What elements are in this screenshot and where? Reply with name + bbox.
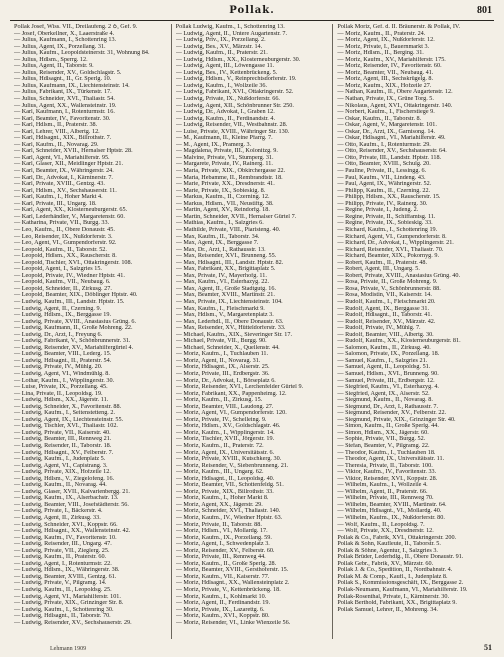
directory-entry: — Rudolf, Beamter, VIII., Albertg. 30. xyxy=(337,331,434,338)
directory-entry: — Ludwig, Priv., IX., Porzellang. 2. xyxy=(175,37,266,44)
directory-entry: — Samuel, Kaufm., I., Salzgries 21. xyxy=(337,357,428,364)
directory-entry: — Ludwig, Agent, IX., Liechtensteinstr. 55. xyxy=(14,416,124,423)
directory-entry: — Max, Dr., Arzt, I., Rathausstr. 13. xyxy=(175,246,266,253)
directory-entry: — Karl, Lehrer, VIII., Albertg. 12. xyxy=(14,128,100,135)
directory-entry: — Malvine, Private, VI., Stumperg. 31. xyxy=(175,154,274,161)
directory-entry: — Ludwig, Reisender, II., Taborstr. 18. xyxy=(14,443,112,449)
directory-entry: — Moriz, Hdlsagnt., II., Leopoldsg. 40. xyxy=(175,475,275,482)
directory-entry: Pollak Ludwig, Kaufm., I., Schottenring 13. xyxy=(175,24,285,30)
directory-entry: — Rudolf, Reisender, XV., Märzstr. 42. xyxy=(337,318,436,325)
directory-entry: — Ludwig, Reisender, XV., Sechshauserstr. 29. xyxy=(14,619,132,626)
directory-entry: — Moriz, Hdlsm., XV., Goldschlagstr. 46. xyxy=(175,423,281,430)
directory-entry: — Ludwig, Kaufm., I., Seitenstetteng. 2. xyxy=(14,410,116,417)
directory-entry: — Wilhelm, Kaufm., I., Wollzeile 4. xyxy=(337,482,428,489)
directory-entry: — Julius, Hdlsm., Sperrg. 12. xyxy=(14,56,88,63)
directory-entry: — Ludwig, Hdlsm., V., Reinprechtsdorferstr. 19. xyxy=(175,76,297,83)
directory-entry: — Max, Lederhdl., II., Obere Donaustr. 63. xyxy=(175,318,284,325)
directory-entry: — Karl, Schneider, XVII., Hernalser Hptstr. 28. xyxy=(14,148,133,155)
directory-entry: — Karl, Hdlsm., XV., Sechshauserstr. 11. xyxy=(14,187,117,194)
directory-entry: Pollak Brüder, Lederhdlg., II., Obere Donaustr. 91. xyxy=(337,554,464,561)
directory-entry: — M., Kaufmann, II., Kleine Pfarrg. 7. xyxy=(175,135,273,142)
directory-entry: — Julius, Agent, XX., Wallensteinstr. 19. xyxy=(14,102,117,109)
directory-entry: Pollak-Rosenthal, Private, I., Kärntnerstr. 30. xyxy=(337,593,450,600)
directory-entry: — Moriz, Kaufm., VII., Kaiserstr. 77. xyxy=(175,573,270,580)
directory-entry: — Moriz, Kaufm., II., Große Sperlg. 28. xyxy=(175,560,277,567)
directory-entry: — Regine, Private, I., Judeng. 2. xyxy=(337,207,419,214)
directory-entry: — Moriz, Beamter, XVIII., Gersthoferstr. 15. xyxy=(175,567,289,574)
directory-entry: — Moriz, Kaufm., II., Zirkusg. 15. xyxy=(175,397,263,404)
directory-entry: — Rosa, Private, II., Große Mohreng. 9. xyxy=(337,279,438,286)
directory-entry: — Ludwig, Private, V., Pilgramg. 14. xyxy=(14,580,107,587)
directory-entry: — Ludwig, Private, I., Bäckerstr. 4. xyxy=(14,508,103,515)
directory-entry: — Siegfried, Agent, IX., Alserstr. 52. xyxy=(337,390,430,397)
directory-entry: — Moriz, Reisender, V., Siebenbrunneng. 21. xyxy=(175,462,289,469)
directory-entry: — Max, Agent, IX., Berggasse 7. xyxy=(175,240,259,247)
directory-entry: Pollak Gebr., Fabrik, XV., Märzstr. 60. xyxy=(337,560,434,567)
directory-entry: — Wilhelm, Agent, II., Praterstr. 66. xyxy=(337,488,428,495)
directory-entry: — Pauline, Private, II., Lessingg. 6. xyxy=(337,168,427,175)
directory-entry: — Julius, Kaufm., Leopoldsteinerstr. 31, Wohnung 84. xyxy=(14,50,150,57)
directory-entry: — Karl, Agent, VI., Mariahilferstr. 95. xyxy=(14,154,110,161)
directory-entry: — Richard, Agent, VI., Gumpendorferstr. 8. xyxy=(337,233,447,240)
directory-entry: — Moriz, Kaufm., II., Praterstr. 24. xyxy=(337,30,426,37)
directory-entry: — Paul, Kaufm., VII., Lindeng. 43. xyxy=(337,174,426,181)
directory-entry: — Moriz, Hdlsm., VI., Mollardg. 17. xyxy=(175,528,268,535)
directory-entry: — Ludwig, Hdlsagnt., II., Praterstr. 54. xyxy=(14,357,112,364)
page-footer xyxy=(10,642,494,652)
directory-entry: Pollak & Söhne, Agentur, I., Salzgries 3. xyxy=(337,547,438,554)
footer-page-marker: 51 xyxy=(484,643,492,652)
directory-entry: — Otto, Private, III., Landstr. Hptstr. 118. xyxy=(337,154,442,161)
directory-entry: — Moriz, Hdlsagnt., IX., Alserstr. 25. xyxy=(175,364,270,371)
directory-entry: — Moriz, Kaufm., I., Kohlmarkt 10. xyxy=(175,593,267,600)
directory-entry: — Ludwig, Agent, II., Czerning. 9. xyxy=(14,305,102,312)
directory-entry: — Ludwig, Hdlsm., IX., Währingerstr. 38. xyxy=(14,567,120,574)
directory-entry: — Ludwig, Private, IX., Nußdorferstr. 66. xyxy=(175,96,280,103)
directory-entry: — Max, Beamter, XVIII., Martinstr. 21. xyxy=(175,292,275,299)
directory-entry: — Samuel, Hdlsm., XVI., Brunneng. 90. xyxy=(337,370,439,377)
directory-entry: — Moriz, Kaufm., I., Hoher Markt 8. xyxy=(175,495,269,502)
directory-entry: — Wilhelm, Beamter, XVIII., Martinstr. 64. xyxy=(337,501,447,508)
directory-entry: Pollak-Neumann, Kaufmann, VI., Mariahilferstr. 19. xyxy=(337,587,468,594)
directory-entry: — Karl, Beamter, IX., Währingerstr. 24. xyxy=(14,168,114,175)
directory-entry: — Moriz, Tischler, XVII., Jörgerstr. 19. xyxy=(175,436,275,443)
directory-entry: — Simon, Hdlsm., XX., Jägerstr. 60. xyxy=(337,429,429,436)
directory-entry: — Moriz, Agent, VI., Gumpendorferstr. 120. xyxy=(175,410,287,417)
directory-entry: — Margarete, Private, IV., Rainerg. 11. xyxy=(175,161,273,168)
directory-entry: — Siegmund, Dr., Arzt, I., Rathausstr. 7. xyxy=(337,403,439,410)
directory-entry: — Ludwig, Agent, VI., Mariahilferstr. 101. xyxy=(14,593,121,600)
directory-entry: — Ludwig, Agent, III., Löwengasse 11. xyxy=(175,63,275,70)
directory-entry: — Richard, Kaufm., I., Schottenring 19. xyxy=(337,226,438,233)
directory-entry: — Mathias, Kaufm., I., Salzgries 6. xyxy=(175,220,264,227)
directory-entry: — Moriz, Private, XVIII., Kutschkerg. 30. xyxy=(175,456,282,463)
directory-entry: — Karl, Private, XVIII., Gentzg. 43. xyxy=(14,181,105,188)
directory-entry: — Martin, Schneider, XVII., Hernalser Gürtel 7. xyxy=(175,213,297,220)
directory-entry: — Sophie, Private, VII., Burgg. 52. xyxy=(337,436,426,443)
directory-entry: — Leopold, Schneider, II., Zirkusg. 27. xyxy=(14,285,112,292)
directory-entry: — Ludwig, Tischler, XVI., Thaliastr. 102. xyxy=(14,423,118,430)
directory-entry: — Siegmund, Private, XIX., Grinzinger Str. 40. xyxy=(337,416,456,423)
directory-entry: Pollak Samuel, Lehrer, II., Mohreng. 34. xyxy=(337,606,438,613)
directory-entry: — Leo, Agent, VI., Gumpendorferstr. 92. xyxy=(14,240,117,247)
directory-entry: — Wilhelm, Private, III., Rennweg 70. xyxy=(337,495,434,502)
directory-entry: — Moriz, Private, XIX., Billrothstr. 33. xyxy=(175,488,274,495)
directory-entry: — Ludwig, Glaser, XVII., Kalvarienbergg. 21. xyxy=(14,488,130,495)
directory-entry: — Ludwig, Kaufm., IX., Alserbachstr. 13. xyxy=(14,495,119,502)
directory-entry: — Max, Kaufm., VI., Esterhazyg. 22. xyxy=(175,279,270,286)
directory-entry: — Moriz, Reisender, IV., Favoritenstr. 60. xyxy=(337,63,442,70)
directory-entry: — Ludwig, Hdlsm., IX., Berggasse 19. xyxy=(14,312,111,319)
directory-entry: — Moriz, Private, IV., Schelleing. 9. xyxy=(175,416,267,423)
directory-entry: — Leo, Kaufm., II., Obere Donaustr. 45. xyxy=(14,226,115,233)
directory-entry: — Moriz, Kaufm., IV., Wiedner Hptstr. 63. xyxy=(175,515,283,522)
directory-entry: — Philipp, Kaufm., II., Czerning. 22. xyxy=(337,187,431,194)
directory-entry: — Julius, Fabrikant, IX., Türkenstr. 17. xyxy=(14,89,112,96)
directory-entry: — Moriz, Private, IX., Lazarettg. 6. xyxy=(175,606,265,613)
directory-entry: — Julius, Schneider, XVI., Thaliastr. 54. xyxy=(14,96,115,103)
directory-entry: — Philipp, Hdlsm., XX., Rauscherstr. 15. xyxy=(337,194,441,201)
directory-entry: — Max, Reisender, XVI., Brunneng. 55. xyxy=(175,253,277,260)
directory-entry: — Ludwig, Kaufm., I., Wollzeile 36. xyxy=(175,82,267,89)
directory-entry: — Ludwig, Reisender, III., Ungarg. 47. xyxy=(14,541,112,548)
directory-entry: — Ludwig, Private, XVIII., Anastasius Grüng. 6. xyxy=(14,318,137,325)
directory-entry: — Ludwig, Hdlsagnt., XV., Felberstr. 7. xyxy=(14,449,114,456)
directory-entry: — Moriz, Fabrikant, XX., Pappenheimg. 12. xyxy=(175,390,287,397)
directory-entry: — Marie, Private, XX., Dresdnerstr. 41. xyxy=(175,181,275,188)
directory-entry: — Moriz, Private, III., Erdbergstr. 36. xyxy=(175,370,270,377)
directory-entry: — Ludwig, Agent, II., Zirkusg. 33. xyxy=(14,515,101,522)
directory-entry: — Ludwig, Kaufm., II., Ferdinandstr. 4. xyxy=(175,115,276,122)
page-title: Pollak. xyxy=(229,5,275,16)
directory-entry: — Max, Private, IX., Liechtensteinstr. 104. xyxy=(175,298,283,305)
directory-entry: — Moriz, Kaufm., I., Wipplingerstr. 14. xyxy=(175,429,275,436)
directory-entry: — Ludwig, Bes., XV., Märzstr. 14. xyxy=(175,43,263,50)
directory-entry: — Otto, Kaufm., I., Rotenturmstr. 29. xyxy=(337,141,431,148)
directory-entry: — Max, Hdlsagnt., III., Landstr. Hptstr. 82. xyxy=(175,259,284,266)
directory-entry: — Maria, Private, XIX., Obkirchergasse 22. xyxy=(175,168,286,175)
directory-entry: — Karl, Glaser, XII., Meidlinger Hptstr. 21. xyxy=(14,161,124,168)
directory-entry: — M., Agent, IX., Pramerg. 3. xyxy=(175,141,252,148)
directory-entry: — Nathan, Kaufm., II., Obere Augartenstr. 12. xyxy=(337,89,453,96)
directory-entry: — Leo, Reisender, IX., Nußdorferstr. 3. xyxy=(14,233,113,240)
directory-entry: — Siegmund, Kaufm., II., Novarag. 8. xyxy=(337,397,433,404)
directory-entry: — Magdalena, Private, III., Kolonitzg. 9. xyxy=(175,148,278,155)
directory-entry: — Robert, Agent, III., Ungarg. 5. xyxy=(337,266,420,273)
directory-entry: — Simon, Kaufm., II., Große Sperlg. 44. xyxy=(337,423,439,430)
directory-entry: — Moriz, Reisender, VI., Linke Wienzeile 56. xyxy=(175,619,291,626)
directory-entry: — Max, Reisender, XV., Hütteldorferstr. 33. xyxy=(175,325,286,332)
directory-entry: — Leopold, Hdlsm., XX., Rauscherstr. 8. xyxy=(14,253,117,260)
directory-entry: — Oskar, Dr., Arzt, IX., Garnisong. 14. xyxy=(337,128,436,135)
directory-entry: — Moriz, Kaufm., II., Praterstr. 72. xyxy=(175,443,264,449)
directory-entry: — Moriz, Kaufm., III., Ungarg. 62. xyxy=(175,469,264,476)
directory-entry: — Ludwig, Beamter, VIII., Josefstädterstr. 56. xyxy=(14,501,129,508)
directory-entry: — Ludwig, Private, XIX., Grinzinger Str. 8. xyxy=(14,600,124,607)
directory-entry: Pollak J. & Co., Spedition, II., Nordbahnstr. 4. xyxy=(337,567,453,574)
directory-entry: — Wilhelm, Kaufm., IX., Nußdorferstr. 80. xyxy=(337,515,445,522)
directory-entry: — Rudolf, Hdlsagnt., II., Taborstr. 41. xyxy=(337,312,433,319)
directory-entry: — Wolf, Private, XX., Dresdnerstr. 12. xyxy=(337,528,434,535)
directory-entry: — Ludwig, Fabrikant, XVI., Ottakringerstr. 52. xyxy=(175,89,294,96)
directory-entry: — Ludwig, Schneider, XVI., Koppstr. 66. xyxy=(14,521,118,528)
directory-entry: — Karl, Kaufm., I., Hoher Markt 4. xyxy=(14,194,103,201)
directory-entry: — Moriz, Agent, III., Sechskrügelg. 8. xyxy=(337,76,434,83)
directory-entry: — Moriz, Private, I., Bauernmarkt 3. xyxy=(337,43,430,50)
directory-entry: — Karl, Lederhändler, V., Margaretenstr. 60. xyxy=(14,213,125,220)
directory-entry: — Richard, Reisender, XVI., Thaliastr. 70. xyxy=(337,246,444,253)
column-1 xyxy=(10,24,172,639)
directory-entry: — Moriz, Hdlsagnt., XX., Wallensteinplatz 2. xyxy=(175,580,290,587)
directory-entry: — Moriz, Dr., Advokat, I., Börseplatz 6. xyxy=(175,377,276,384)
directory-entry: — Ludwig, Agent, I., Rotenturmstr. 22. xyxy=(14,560,112,567)
directory-entry: — Ludwig, Hdlsm., XX., Jägerstr. 11. xyxy=(14,397,109,404)
directory-entry: — Nikolaus, Agent, XVI., Ottakringerstr. 140. xyxy=(337,102,453,109)
directory-entry: — Michael, Private, VII., Burgg. 90. xyxy=(175,338,267,345)
directory-entry: — Ludwig, Kaufm., III., Landstr. Hptstr. 15. xyxy=(14,298,125,305)
directory-entry: Pollak & Co., Fabrik, XVI., Ottakringerstr. 200. xyxy=(337,534,457,541)
directory-entry: — Paul, Agent, IX., Währingerstr. 52. xyxy=(337,181,432,188)
directory-entry: — Moriz, Private, V., Kettenbrückeng. 18. xyxy=(175,587,281,594)
directory-entry: — Salomon, Kaufm., II., Zirkusg. 40. xyxy=(337,344,431,351)
directory-entry: — Leopold, Private, IV., Wiedner Hptstr. 41. xyxy=(14,272,125,279)
directory-entry: — Oskar, Hdlsagnt., VI., Mariahilferstr. 49. xyxy=(337,135,446,142)
directory-entry: Pollak M. & Comp., Kaufl., I., Judenplatz 8. xyxy=(337,573,448,580)
directory-entry: — Katharina, Private, VII., Burgg. 33. xyxy=(14,220,110,227)
directory-entry: — Rosa, Private, V., Schönbrunnerstr. 88. xyxy=(337,285,441,292)
directory-entry: — Nathan, Private, IX., Grüne Torg. 5. xyxy=(337,96,434,103)
directory-entry: — Ludwig, Beamter, VIII., Lederg. 15. xyxy=(14,351,112,358)
directory-entry: — Martin, Agent, XV., Reindorfg. 18. xyxy=(175,207,270,214)
directory-entry: — Julius, Hdlsagnt., II., Gr. Sperlg. 10. xyxy=(14,76,112,83)
directory-entry: — Moriz, Agent, II., Novarag. 31. xyxy=(175,357,261,364)
directory-entry: — Moriz, Kaufm., I., Tuchlauben 11. xyxy=(175,351,269,358)
directory-entry: — Lina, Private, II., Leopoldsg. 19. xyxy=(14,390,103,397)
directory-entry: Pollak Josef, Wiss. VII., Dreilaufeng. 2 ♁, Gef. 9. xyxy=(14,24,138,30)
directory-entry: — Ludwig, Kaufm., I., Schottenring 30. xyxy=(14,606,114,613)
directory-entry: — Leopold, Kaufm., VII., Neubaug. 6. xyxy=(14,279,111,286)
directory-entry: — Moriz, Agent, XX., Jägerstr. 29. xyxy=(175,501,263,508)
directory-entry: — Ludwig, Private, VII., Zieglerg. 25. xyxy=(14,547,110,554)
directory-entry: — Philipp, Private, IV., Rainerg. 30. xyxy=(337,200,428,207)
footer-note: Lehmann 1909 xyxy=(50,646,87,652)
directory-entry: — Moriz, Agent, IX., Nußdorferstr. 12. xyxy=(337,37,435,44)
directory-entry: — Moriz, Kaufm., XIX., Hofzeile 27. xyxy=(337,82,432,89)
directory-entry: — Ludwig, Hdlsm., V., Ziegelofeng. 16. xyxy=(14,475,115,482)
directory-entry: — Ludwig, Agent, VI., Capistrang. 3. xyxy=(14,462,108,469)
directory-entry: — Moriz, Reisender, XV., Felberstr. 60. xyxy=(175,547,275,554)
directory-entry: — Siegfried, Kaufm., VI., Esterhazyg. 4. xyxy=(337,384,439,391)
directory-entry: — Ludwig, Hdlsm., XX., Klosterneuburgerstr. 30. xyxy=(175,56,301,63)
directory-entry: — Michael, Kaufm., XIX., Sieveringer Str. 17. xyxy=(175,331,293,338)
directory-entry: — Rudolf, Private, IV., Mühlg. 7. xyxy=(337,325,421,332)
directory-entry: — Theresia, Private, II., Taborstr. 100. xyxy=(337,462,433,469)
directory-entry: — Max, Private, IV., Mayerhofg. 11. xyxy=(175,272,267,279)
directory-entry: Pollak Berthold, Fabrikant, XX., Brigittaplatz 9. xyxy=(337,600,457,607)
directory-entry: — Julius, Agent, IX., Porzellang. 31. xyxy=(14,43,106,50)
directory-entry: — Moriz, Kaufm., XVI., Koppstr. 80. xyxy=(175,613,270,620)
directory-entry: — Moriz, Agent, II., Ferdinandstr. 19. xyxy=(175,600,271,607)
directory-entry: — Ludwig, Kaufm., II., Praterstr. 21. xyxy=(175,50,268,57)
directory-entry: — Wolf, Kaufm., II., Leopoldsg. 7. xyxy=(337,521,425,528)
directory-entry: — Samuel, Agent, II., Leopoldsg. 51. xyxy=(337,364,431,371)
directory-entry: — Ludwig, Kaufm., II., Praterstr. 60. xyxy=(14,554,107,561)
directory-entry: — Leopold, Kaufm., II., Taborstr. 52. xyxy=(14,246,107,253)
directory-entry: — Karl, Hdlsm., II., Praterstr. 38. xyxy=(14,122,98,129)
directory-entry: — Moriz, Beamter, VII., Schottenfeldg. 51. xyxy=(175,482,284,489)
directory-entry: — Leopold, Beamter, XIX., Döblinger Hptstr. 40. xyxy=(14,292,138,299)
directory-entry: — Max, Kaufm., I., Fleischmarkt 9. xyxy=(175,305,265,312)
directory-entry: — Richard, Beamter, XIX., Pokornyg. 9. xyxy=(337,253,439,260)
directory-entry: — Moriz, Kaufm., IX., Porzellang. 59. xyxy=(175,534,272,541)
page-header xyxy=(10,6,494,21)
directory-entry: — Lothar, Kaufm., I., Wipplingerstr. 30. xyxy=(14,377,115,384)
directory-entry: — Ludwig, Fabrikant, V., Schönbrunnerstr. 31. xyxy=(14,338,131,345)
directory-entry: — Karl, Kaufm., II., Novarag. 29. xyxy=(14,141,99,148)
directory-entry: — Ludwig, Kaufm., I., Judenplatz 5. xyxy=(14,456,106,463)
columns xyxy=(10,24,494,639)
directory-entry: — Samuel, Private, III., Erdbergstr. 12. xyxy=(337,377,435,384)
directory-entry: — Salomon, Private, IX., Porzellang. 18. xyxy=(337,351,440,358)
directory-entry: — Max, Agent, II., Große Stadtgutg. 16. xyxy=(175,285,277,292)
directory-entry: — Rudolf, Kaufm., I., Fleischmarkt 20. xyxy=(337,298,436,305)
directory-entry: — Ludwig, Kaufm., IV., Favoritenstr. 10. xyxy=(14,534,117,541)
directory-entry: — Otto, Reisender, XV., Sechshauserstr. 64. xyxy=(337,148,447,155)
directory-entry: — Moriz, Private, III., Rennweg 44. xyxy=(175,554,266,561)
directory-entry: — Julius, Kaufmann, IX., Liechtensteinstr. 14. xyxy=(14,82,130,89)
directory-entry: — Moriz, Beamter, VIII., Laudong. 27. xyxy=(175,403,274,410)
directory-entry: — Moriz, Kaufm., XV., Mariahilferstr. 175. xyxy=(337,56,446,63)
directory-entry: — Ludwig, Dr., Arzt, I., Freyung 6. xyxy=(14,331,103,338)
directory-entry: — Luise, Private, XVIII., Währinger Str. 130. xyxy=(175,128,290,135)
directory-entry: — Ludwig, Reisender, VII., Westbahnstr. 28. xyxy=(175,122,288,129)
directory-entry: — Ludwig, Schneider, X., Favoritenstr. 88. xyxy=(14,403,122,410)
directory-entry: — Ludwig, Kaufmann, II., Große Mohreng. 22. xyxy=(14,325,133,332)
directory-entry: — Marie, Private, IX., Sobieskig. 8. xyxy=(175,187,266,194)
directory-entry: — Moriz, Private, II., Taborstr. 88. xyxy=(175,521,262,528)
directory-entry: — Julius, Agent, II., Taborstr. 9. xyxy=(14,63,94,70)
directory-entry: — Robert, Private, XVIII., Anastasius Grüng. 40. xyxy=(337,272,461,279)
directory-entry: — Viktor, Kaufm., IV., Favoritenstr. 33. xyxy=(337,469,437,476)
directory-entry: — Ludwig, Hdlsagnt., XX., Wallensteinstr. 42. xyxy=(14,528,131,535)
directory-entry: — Karl, Beamter, IV., Favoritenstr. 30. xyxy=(14,115,111,122)
directory-entry: — Mathilde, Private, VIII., Piaristeng. 40. xyxy=(175,226,281,233)
directory-entry: — Theodor, Kaufm., I., Tuchlauben 18. xyxy=(337,449,436,456)
directory-entry: — Moriz, Agent, I., Schwedenplatz 3. xyxy=(175,541,270,548)
directory-entry: — Karl, Kaufmann, I., Rotenturmstr. 16. xyxy=(14,109,115,116)
directory-entry: Pollak & Sohn, Kaufleute, II., Taborstr. 5. xyxy=(337,541,441,548)
directory-entry: — Wilhelm, Hdlsagnt., VI., Mollardg. 40. xyxy=(337,508,442,515)
directory-entry: — Theodor, Agent, IX., Universitätsstr. 11. xyxy=(337,456,445,463)
directory-entry: — Ludwig, Private, IV., Mühlg. 20. xyxy=(14,364,103,371)
directory-entry: — Regine, Private, IX., Sobieskig. 33. xyxy=(337,220,433,227)
directory-entry: — Ludwig, Agent, VI., Windmühlg. 8. xyxy=(14,370,110,377)
directory-entry: — Moriz, Agent, IX., Universitätsstr. 6. xyxy=(175,449,275,456)
directory-entry: — Rudolf, Agent, IX., Berggasse 31. xyxy=(337,305,430,312)
directory-entry: — Oskar, Agent, V., Margaretenstr. 101. xyxy=(337,122,437,129)
directory-entry: — Karl, Dr., Advokat, I., Kärntnerstr. 7. xyxy=(14,174,113,181)
column-2 xyxy=(172,24,334,639)
directory-entry: Pollak S., Kommissionsgeschäft, IX., Berggasse 2. xyxy=(337,580,464,587)
directory-entry: — Leopold, Agent, I., Salzgries 15. xyxy=(14,266,102,273)
directory-entry: — Viktor, Reisender, XVI., Koppstr. 28. xyxy=(337,475,438,482)
directory-entry: Pollak Moriz, Gef. d. II. Bräunerstr. & Pollak, IV. xyxy=(337,24,461,30)
directory-entry: — Otto, Beamter, XVIII., Schulg. 20. xyxy=(337,161,431,168)
directory-entry: — Ludwig, Kaufm., II., Leopoldsg. 25. xyxy=(14,587,112,594)
directory-entry: — Rudolf, Kaufm., XX., Klosterneuburgerstr. 81. xyxy=(337,338,461,345)
directory-entry: — Ludwig, Agent, XII., Schönbrunner Str. 250. xyxy=(175,102,294,109)
directory-entry: — Ludwig, Dr., Advokat, I., Graben 12. xyxy=(175,109,275,116)
directory-entry: — Julius, Kaufmann, I., Schottenring 13. xyxy=(14,37,117,44)
directory-entry: — Max, Fabrikant, XX., Brigittaplatz 5. xyxy=(175,266,276,273)
directory-entry: — Markus, Hdlsm., VII., Neustiftg. 38. xyxy=(175,200,274,207)
directory-entry: — Moriz, Beamter, VII., Neubaug. 41. xyxy=(337,69,434,76)
directory-entry: — Stefan, Beamter, V., Pilgramg. 22. xyxy=(337,443,430,449)
directory-entry: — Karl, Agent, XX., Klosterneuburgerstr. 65. xyxy=(14,207,128,214)
directory-entry: — Karl, Private, III., Ungarg. 18. xyxy=(14,200,97,207)
directory-entry: — Markus, Kaufm., II., Czerning. 12. xyxy=(175,194,270,201)
directory-entry: — Ludwig, Private, XIX., Hofzeile 12. xyxy=(14,469,111,476)
directory-entry: — Richard, Dr., Advokat, I., Wipplingerstr. 21. xyxy=(337,240,454,247)
directory-entry: — Josef, Oberkellner, X., Laaerstraße 4. xyxy=(14,30,115,37)
directory-entry: — Moriz, Reisender, XVI., Lerchenfelder Gürtel 9. xyxy=(175,384,304,391)
directory-entry: — Rosa, Modistin, VII., Kaiserstr. 14. xyxy=(337,292,432,299)
directory-entry: — Maria, Hebamme, II., Rembrandtstr. 18. xyxy=(175,174,283,181)
directory-entry: — Moriz, Hdlsm., II., Berging. 31. xyxy=(337,50,424,57)
directory-entry: — Norbert, Kaufm., I., Fischerstiege 9. xyxy=(337,109,435,116)
directory-entry: — Ludwig, Agent, II., Untere Augartenstr. 7. xyxy=(175,30,288,37)
directory-entry: — Oskar, Kaufm., II., Taborstr. 8. xyxy=(337,115,422,122)
directory-entry: — Siegmund, Reisender, XV., Felberstr. 22. xyxy=(337,410,447,417)
directory-entry: — Michael, Schneider, X., Quellenstr. 44. xyxy=(175,344,280,351)
directory-entry: — Ludwig, Private, VII., Kaiserstr. 40. xyxy=(14,429,111,436)
directory-entry: — Leopold, Tischler, XVI., Ottakringerstr. 108. xyxy=(14,259,133,266)
directory-entry: — Moriz, Schneider, XVI., Thaliastr. 140. xyxy=(175,508,281,515)
column-3 xyxy=(333,24,494,639)
directory-entry: — Ludwig, Beamter, III., Rennweg 21. xyxy=(14,436,112,443)
directory-entry: — Ludwig, Bes., IV., Kettenbrückeng. 5. xyxy=(175,69,278,76)
directory-entry: — Robert, Kaufm., II., Praterstr. 48. xyxy=(337,259,428,266)
directory-entry: — Ludwig, Beamter, XVIII., Gentzg. 61. xyxy=(14,573,117,580)
directory-entry: — Luise, Private, IX., Porzellang. 45. xyxy=(14,384,108,391)
directory-entry: — Ludwig, Hdlsagnt., II., Taborstr. 70. xyxy=(14,613,111,620)
directory-entry: — Julius, Reisender, XV., Goldschlagstr. 5. xyxy=(14,69,122,76)
directory-entry: — Ludwig, Reisender, XV., Mariahilfergürtel 4. xyxy=(14,344,134,351)
directory-entry: — Karl, Hdlsagnt., XIX., Billrothstr. 7. xyxy=(14,135,112,142)
directory-entry: — Ludwig, Kaufm., II., Novarag. 44. xyxy=(14,482,107,489)
page-number: 801 xyxy=(477,5,492,16)
directory-entry: — Regine, Private, II., Schiffamtsg. 11. xyxy=(337,213,436,220)
directory-entry: — Max, Hdlsm., V., Margaretenplatz 3. xyxy=(175,312,274,319)
directory-entry: — Max, Kaufm., II., Taborstr. 34. xyxy=(175,233,260,240)
